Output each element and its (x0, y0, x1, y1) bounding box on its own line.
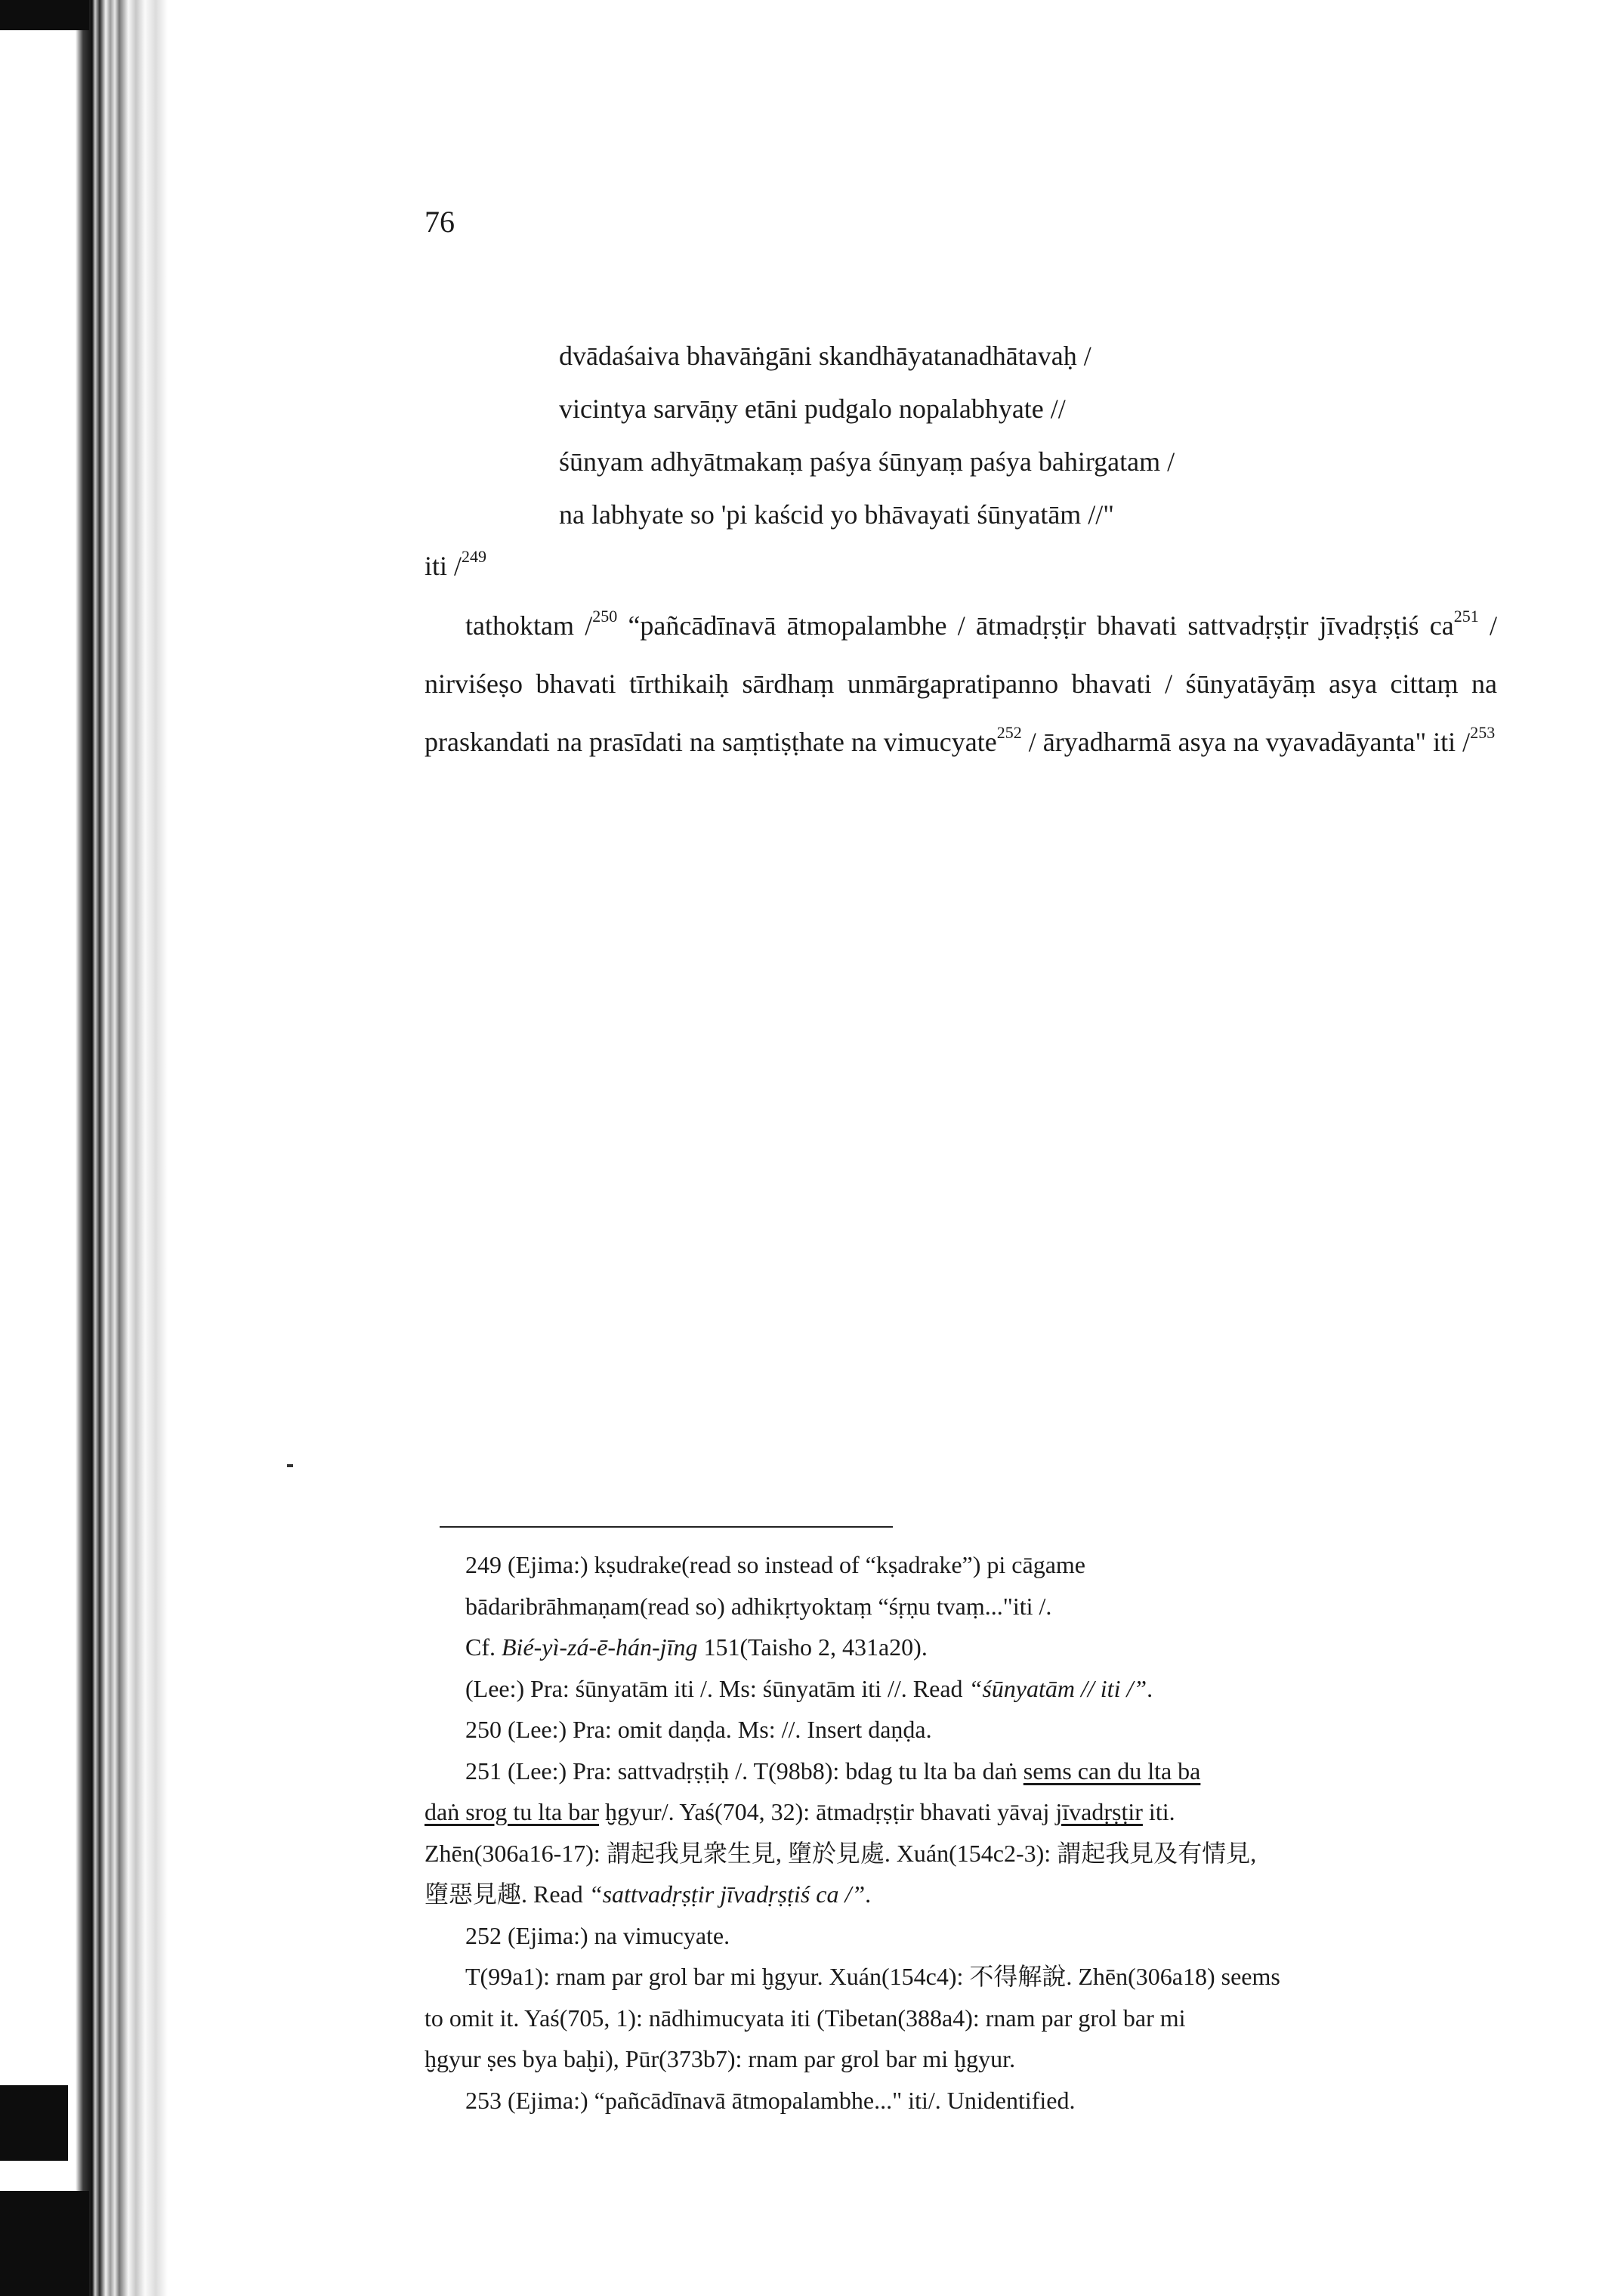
iti-text: iti / (425, 551, 462, 581)
prose-part-4: / āryadharmā asya na vyavadāyanta" iti / (1021, 727, 1471, 757)
prose-part-2: “pañcādīnavā ātmopalambhe / ātmadṛṣṭir bhavati sattvadṛṣṭir jīvadṛṣṭiś ca (617, 610, 1454, 641)
fn-text: 151(Taisho 2, 431a20). (697, 1633, 928, 1661)
footnote-ref-251: 251 (1453, 607, 1479, 626)
fn-text: Cf. (465, 1633, 502, 1661)
footnote-ref-252: 252 (996, 723, 1022, 742)
sutra-title: Bié-yì-zá-ē-hán-jīng (502, 1633, 698, 1661)
prose-paragraph (425, 597, 1497, 771)
footnote-ref-253: 253 (1470, 723, 1496, 742)
page-number: 76 (425, 205, 455, 239)
prose-part-3: / nirviśeṣo bhavati tīrthikaiḥ sārdhaṃ unmārgapratipanno bhavati / śūnyatāyāṃ asya cittaṃ na praskandati na prasīdati na saṃtiṣṭhate na vimucyate (425, 610, 1498, 757)
fn-text: . (865, 1880, 872, 1908)
footnote-249-line-3 (465, 1627, 1470, 1668)
footnote-252-line-2: T(99a1): rnam par grol bar mi ḫgyur. Xuán(154c4): 不得解說. Zhēn(306a18) seems (465, 1963, 1280, 1990)
iti-line (425, 547, 487, 582)
footnotes (425, 1544, 1470, 2121)
prose-part-1: tathoktam / (465, 610, 593, 641)
fn-underlined: jīvadṛṣṭir (1055, 1798, 1143, 1825)
footnote-249-line-1: 249 (Ejima:) kṣudrake(read so instead of “kṣadrake”) pi cāgame (465, 1551, 1085, 1578)
footnote-253: 253 (Ejima:) “pañcādīnavā ātmopalambhe..." iti/. Unidentified. (465, 2086, 1076, 2114)
footnote-249-line-2: bādaribrāhmaṇam(read so) adhikṛtyoktaṃ “śṛṇu tvaṃ..."iti /. (465, 1592, 1052, 1620)
fn-underlined: daṅ srog tu lta bar (425, 1798, 600, 1825)
footnote-251-line-1 (465, 1751, 1470, 1792)
footnote-252-line-1: 252 (Ejima:) na vimucyate. (465, 1921, 730, 1949)
fn-reading: “śūnyatām // iti /” (968, 1674, 1147, 1702)
fn-text: iti. (1142, 1798, 1175, 1825)
verse-line-1: dvādaśaiva bhavāṅgāni skandhāyatanadhātavaḥ / (559, 341, 1091, 371)
scan-speck (287, 1464, 293, 1467)
footnote-252-line-4: ḫgyur ṣes bya baḫi), Pūr(373b7): rnam par grol bar mi ḫgyur. (425, 2045, 1016, 2072)
fn-text: (Lee:) Pra: śūnyatām iti /. Ms: śūnyatām iti //. Read (465, 1674, 969, 1702)
footnote-252-line-3: to omit it. Yaś(705, 1): nādhimucyata iti (Tibetan(388a4): rnam par grol bar mi (425, 2004, 1186, 2032)
fn-text: 251 (Lee:) Pra: sattvadṛṣṭiḥ /. T(98b8): bdag tu lta ba daṅ (465, 1757, 1023, 1785)
verse-line-3: śūnyam adhyātmakaṃ paśya śūnyaṃ paśya bahirgatam / (559, 447, 1175, 477)
footnote-251-line-3: Zhēn(306a16-17): 謂起我見衆生見, 墮於見處. Xuán(154c2-3): 謂起我見及有情見, (425, 1839, 1257, 1867)
footnote-251-line-2 (425, 1791, 1470, 1833)
fn-text: . (1147, 1674, 1153, 1702)
fn-underlined: sems can du lta ba (1023, 1757, 1201, 1785)
verse-line-4: na labhyate so 'pi kaścid yo bhāvayati śūnyatām //" (559, 499, 1114, 530)
footnote-250: 250 (Lee:) Pra: omit daṇḍa. Ms: //. Insert daṇḍa. (465, 1716, 932, 1743)
fn-reading: “sattvadṛṣṭir jīvadṛṣṭiś ca /” (588, 1880, 866, 1908)
footnote-251-line-4 (425, 1874, 1470, 1915)
footnote-separator (440, 1526, 893, 1528)
footnote-ref-249: 249 (462, 547, 487, 566)
verse-line-2: vicintya sarvāṇy etāni pudgalo nopalabhyate // (559, 394, 1066, 424)
footnote-249-line-4 (465, 1668, 1470, 1710)
fn-text: ḫgyur/. Yaś(704, 32): ātmadṛṣṭir bhavati yāvaj (599, 1798, 1056, 1825)
fn-text: 墮惡見趣. Read (425, 1880, 589, 1908)
footnote-ref-250: 250 (592, 607, 618, 626)
